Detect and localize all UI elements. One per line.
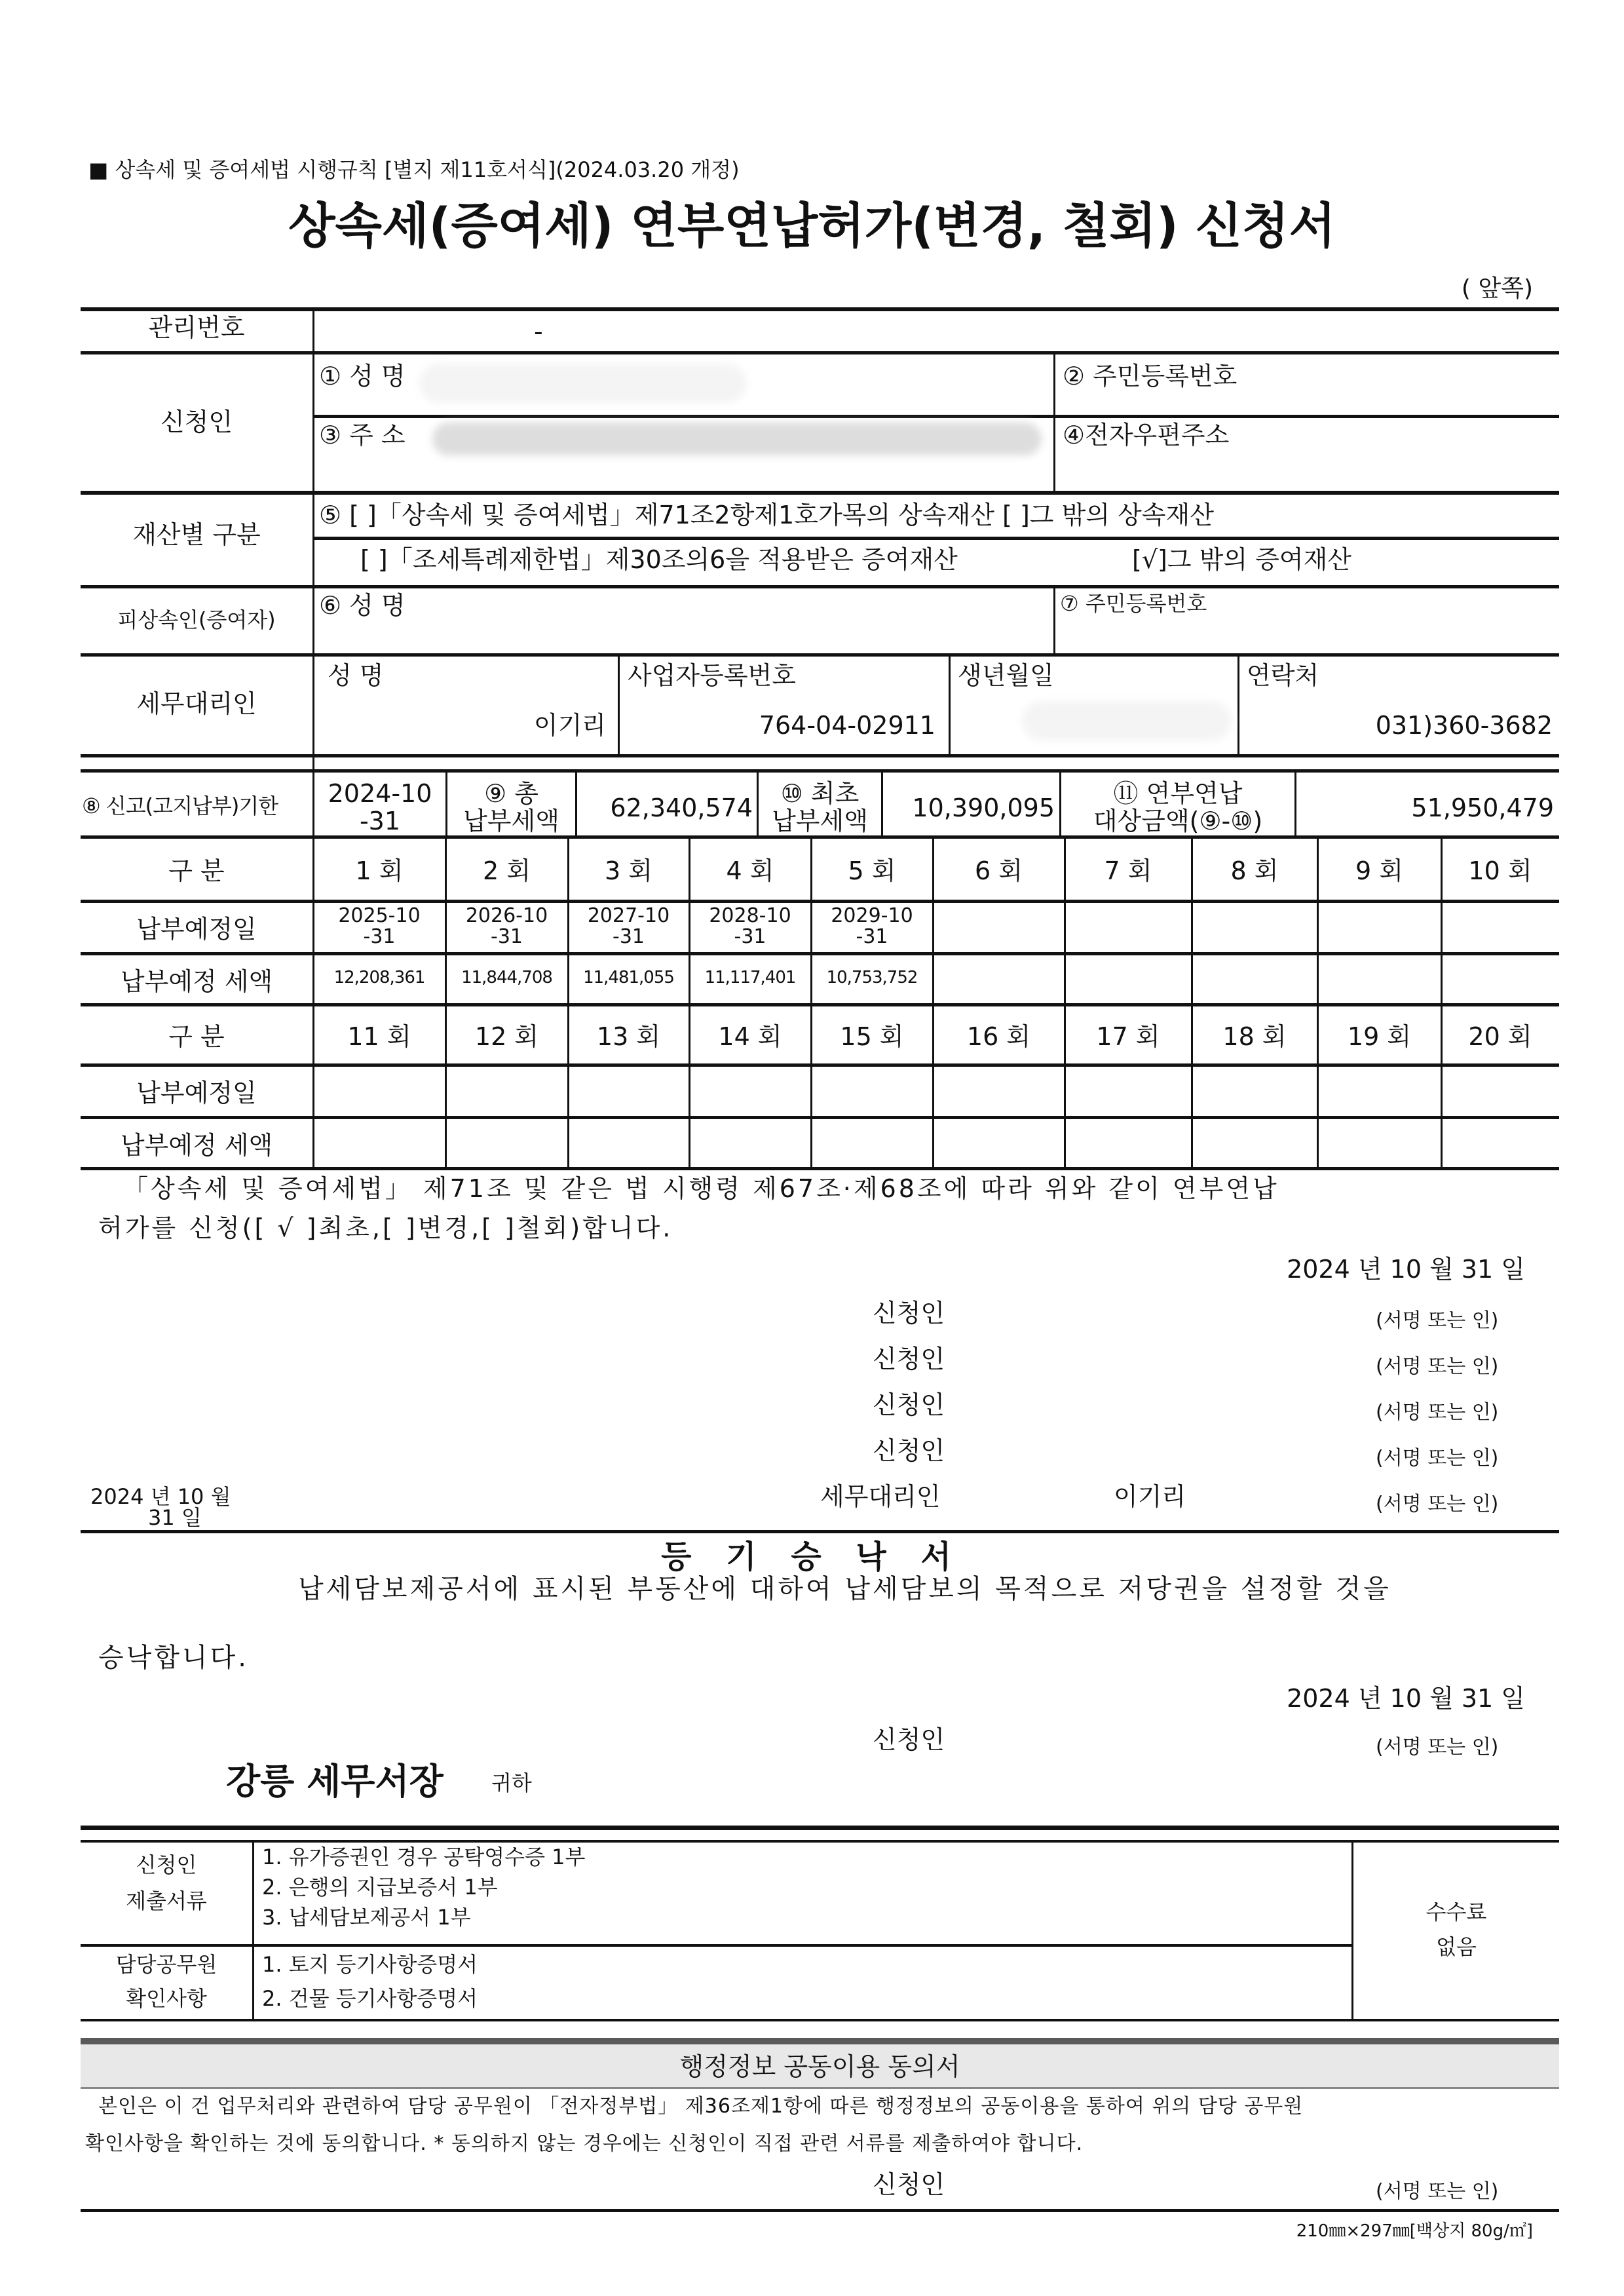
deadline-value-1: 2024-10 <box>328 779 432 808</box>
stamp-date-1: 2024 년 10 월 <box>90 1484 231 1509</box>
registration-consent-line-1: 납세담보제공서에 표시된 부동산에 대하여 납세담보의 목적으로 저당권을 설정할 것을 <box>298 1574 1391 1604</box>
row-divider <box>81 952 1559 955</box>
installment-amount[interactable]: 10,753,752 <box>826 968 918 987</box>
installment-amount-empty[interactable] <box>1443 1120 1558 1166</box>
declaration-line-1: 「상속세 및 증여세법」 제71조 및 같은 법 시행령 제67조·제68조에 따라 위와 같이 연부연납 <box>123 1174 1279 1203</box>
installment-amount-empty[interactable] <box>1319 1120 1440 1166</box>
installment-date-empty[interactable] <box>934 1067 1063 1113</box>
installment-round: 9 회 <box>1355 856 1403 885</box>
installment-date[interactable]: -31 <box>856 925 888 948</box>
installment-round: 6 회 <box>975 856 1023 885</box>
installment-date[interactable]: 2029-10 <box>831 904 913 927</box>
admin-consent-signer-sign: (서명 또는 인) <box>1376 2180 1499 2203</box>
installment-amount-empty[interactable] <box>812 1120 932 1166</box>
signer-name[interactable]: 이기리 <box>1114 1482 1186 1511</box>
addressee-suffix: 귀하 <box>491 1770 532 1795</box>
installment-date[interactable]: 2027-10 <box>587 904 670 927</box>
agent-name-value: 이기리 <box>533 711 606 740</box>
installment-date-empty[interactable] <box>1443 1067 1558 1113</box>
row-divider <box>81 1116 1559 1119</box>
installment-date-empty[interactable] <box>690 1067 810 1113</box>
property-option-special-gift[interactable]: [ ]「조세특례제한법」제30조의6을 적용받은 증여재산 <box>360 545 958 574</box>
property-type-label: 재산별 구분 <box>132 520 261 549</box>
decedent-rrn-label: ⑦ 주민등록번호 <box>1060 591 1207 616</box>
schedule-header-label: 구 분 <box>168 1022 225 1051</box>
signer-role: 세무대리인 <box>820 1482 941 1511</box>
page-side-label: ( 앞쪽) <box>1461 275 1533 302</box>
declaration-line-2[interactable]: 허가를 신청([ √ ]최초,[ ]변경,[ ]철회)합니다. <box>98 1214 673 1242</box>
installment-date-empty[interactable] <box>447 1067 567 1113</box>
installment-date-empty[interactable] <box>812 1067 932 1113</box>
agent-bizno-value: 764-04-02911 <box>759 711 935 740</box>
initial-tax-value: 10,390,095 <box>912 794 1055 822</box>
verify-item: 1. 토지 등기사항증명서 <box>262 1952 478 1977</box>
schedule-amount-label: 납부예정 세액 <box>120 1131 273 1160</box>
submit-docs-label-2: 제출서류 <box>126 1888 207 1913</box>
submit-doc-item: 2. 은행의 지급보증서 1부 <box>262 1875 498 1900</box>
agent-birth-label: 생년월일 <box>958 661 1054 690</box>
deadline-label: ⑧ 신고(고지납부)기한 <box>82 794 278 818</box>
signer-signature[interactable]: (서명 또는 인) <box>1376 1401 1499 1424</box>
admin-consent-title: 행정정보 공동이용 동의서 <box>679 2052 960 2081</box>
signer-role: 신청인 <box>873 1436 945 1465</box>
total-tax-label-2: 납부세액 <box>463 807 559 835</box>
row-divider <box>81 1167 1559 1170</box>
schedule-header-label: 구 분 <box>168 856 225 885</box>
admin-consent-signer-role: 신청인 <box>873 2170 945 2199</box>
schedule-date-label: 납부예정일 <box>136 1079 257 1107</box>
installment-date-empty[interactable] <box>1193 1067 1316 1113</box>
registration-consent-date: 2024 년 10 월 31 일 <box>1287 1684 1525 1713</box>
applicant-email-label: ④전자우편주소 <box>1063 421 1230 450</box>
signer-signature[interactable]: (서명 또는 인) <box>1376 1447 1499 1470</box>
submit-doc-item: 3. 납세담보제공서 1부 <box>262 1905 471 1930</box>
installment-amount-empty[interactable] <box>569 1120 688 1166</box>
row-divider <box>81 1003 1559 1006</box>
signer-signature[interactable]: (서명 또는 인) <box>1376 1309 1499 1332</box>
applicant-address-redacted <box>432 423 1042 455</box>
property-option-inheritance[interactable]: ⑤ [ ]「상속세 및 증여세법」제71조2항제1호가목의 상속재산 [ ]그 밖의 상속재산 <box>319 501 1214 529</box>
agent-name-label: 성 명 <box>328 661 384 690</box>
submit-doc-item: 1. 유가증권인 경우 공탁영수증 1부 <box>262 1845 586 1869</box>
registration-signer-sign: (서명 또는 인) <box>1376 1736 1499 1759</box>
initial-tax-label-2: 납부세액 <box>772 807 868 835</box>
installment-round: 3 회 <box>605 856 652 885</box>
installment-date-empty[interactable] <box>314 1067 444 1113</box>
applicant-name-redacted <box>419 364 747 403</box>
paper-spec: 210㎜×297㎜[백상지 80g/㎡] <box>1296 2221 1533 2241</box>
applicant-label: 신청인 <box>160 408 233 436</box>
installment-date[interactable]: 2025-10 <box>338 904 421 927</box>
decedent-name-label: ⑥ 성 명 <box>319 591 406 620</box>
tax-agent-label: 세무대리인 <box>136 689 257 718</box>
regulation-reference: ■ 상속세 및 증여세법 시행규칙 [별지 제11호서식](2024.03.20 개정) <box>88 157 740 182</box>
submit-docs-label-1: 신청인 <box>136 1852 197 1877</box>
verify-label-1: 담당공무원 <box>115 1952 217 1977</box>
stamp-date-2: 31 일 <box>148 1505 202 1530</box>
installment-round: 13 회 <box>596 1022 661 1051</box>
installment-amount-empty[interactable] <box>447 1120 567 1166</box>
row-divider <box>81 1063 1559 1067</box>
installment-round: 19 회 <box>1347 1022 1412 1051</box>
total-tax-label-1: ⑨ 총 <box>484 779 538 808</box>
row-divider <box>81 900 1559 903</box>
admin-consent-line-1: 본인은 이 건 업무처리와 관련하여 담당 공무원이 「전자정부법」 제36조제1항에 따른 행정정보의 공동이용을 통하여 위의 담당 공무원 <box>98 2095 1304 2118</box>
page-title: 상속세(증여세) 연부연납허가(변경, 철회) 신청서 <box>288 198 1336 254</box>
admin-consent-line-2: 확인사항을 확인하는 것에 동의합니다. * 동의하지 않는 경우에는 신청인이 직접 관련 서류를 제출하여야 합니다. <box>85 2132 1084 2155</box>
installment-date-empty[interactable] <box>1319 1067 1440 1113</box>
installment-amount-empty[interactable] <box>1193 1120 1316 1166</box>
signer-role: 신청인 <box>873 1390 945 1419</box>
signer-signature[interactable]: (서명 또는 인) <box>1376 1493 1499 1516</box>
declaration-date: 2024 년 10 월 31 일 <box>1287 1255 1525 1284</box>
agent-contact-value: 031)360-3682 <box>1375 711 1553 740</box>
agent-birth-redacted <box>1022 701 1232 740</box>
installment-amount-empty[interactable] <box>314 1120 444 1166</box>
signer-role: 신청인 <box>873 1345 945 1373</box>
installment-round: 10 회 <box>1468 856 1532 885</box>
schedule-date-label: 납부예정일 <box>136 915 257 944</box>
management-number-label: 관리번호 <box>148 313 245 342</box>
applicant-name-label: ① 성 명 <box>319 362 406 391</box>
installment-round: 18 회 <box>1222 1022 1287 1051</box>
installment-amount[interactable]: 11,481,055 <box>583 968 674 987</box>
target-amount-value: 51,950,479 <box>1411 794 1554 822</box>
installment-date[interactable]: 2028-10 <box>709 904 791 927</box>
installment-amount[interactable]: 12,208,361 <box>333 968 425 987</box>
initial-tax-label-1: ⑩ 최초 <box>780 779 859 808</box>
installment-round: 7 회 <box>1104 856 1152 885</box>
installment-round: 20 회 <box>1468 1022 1532 1051</box>
installment-round: 17 회 <box>1096 1022 1160 1051</box>
installment-date-empty[interactable] <box>1066 1067 1190 1113</box>
installment-date[interactable]: -31 <box>363 925 396 948</box>
fee-label: 수수료 <box>1426 1900 1487 1924</box>
applicant-rrn-label: ② 주민등록번호 <box>1063 362 1237 391</box>
installment-round: 11 회 <box>347 1022 411 1051</box>
target-amount-label-2: 대상금액(⑨-⑩) <box>1093 807 1263 835</box>
registration-signer-role: 신청인 <box>873 1725 945 1754</box>
installment-amount-empty[interactable] <box>690 1120 810 1166</box>
installment-amount-empty[interactable] <box>1066 1120 1190 1166</box>
installment-amount[interactable]: 11,117,401 <box>704 968 796 987</box>
management-number-value[interactable]: - <box>534 317 543 346</box>
installment-round: 8 회 <box>1230 856 1279 885</box>
agent-bizno-label: 사업자등록번호 <box>628 661 796 690</box>
target-amount-label-1: ⑪ 연부연납 <box>1113 779 1243 808</box>
signer-role: 신청인 <box>873 1299 945 1328</box>
installment-round: 15 회 <box>840 1022 904 1051</box>
installment-date[interactable]: -31 <box>613 925 645 948</box>
applicant-address-label: ③ 주 소 <box>319 421 406 450</box>
installment-date-empty[interactable] <box>569 1067 688 1113</box>
registration-consent-title: 등 기 승 낙 서 <box>661 1539 963 1575</box>
installment-amount[interactable]: 11,844,708 <box>461 968 552 987</box>
property-option-other-gift-checked[interactable]: [√]그 밖의 증여재산 <box>1132 545 1351 574</box>
signer-signature[interactable]: (서명 또는 인) <box>1376 1355 1499 1378</box>
installment-round: 14 회 <box>718 1022 782 1051</box>
verify-label-2: 확인사항 <box>126 1986 207 2011</box>
addressee: 강릉 세무서장 <box>226 1761 444 1802</box>
installment-round: 5 회 <box>848 856 896 885</box>
installment-round: 4 회 <box>726 856 774 885</box>
total-tax-value: 62,340,574 <box>610 794 753 822</box>
fee-value: 없음 <box>1436 1934 1477 1959</box>
decedent-label: 피상속인(증여자) <box>117 607 276 632</box>
installment-amount-empty[interactable] <box>934 1120 1063 1166</box>
installment-date[interactable]: -31 <box>491 925 523 948</box>
agent-contact-label: 연락처 <box>1247 661 1319 690</box>
installment-round: 16 회 <box>966 1022 1031 1051</box>
installment-round: 2 회 <box>483 856 531 885</box>
deadline-value-2: -31 <box>359 807 401 835</box>
installment-date[interactable]: -31 <box>734 925 766 948</box>
verify-item: 2. 건물 등기사항증명서 <box>262 1986 478 2011</box>
registration-consent-line-2: 승낙합니다. <box>98 1643 249 1673</box>
schedule-amount-label: 납부예정 세액 <box>120 967 273 996</box>
installment-round: 12 회 <box>474 1022 539 1051</box>
installment-date[interactable]: 2026-10 <box>465 904 548 927</box>
installment-round: 1 회 <box>355 856 404 885</box>
